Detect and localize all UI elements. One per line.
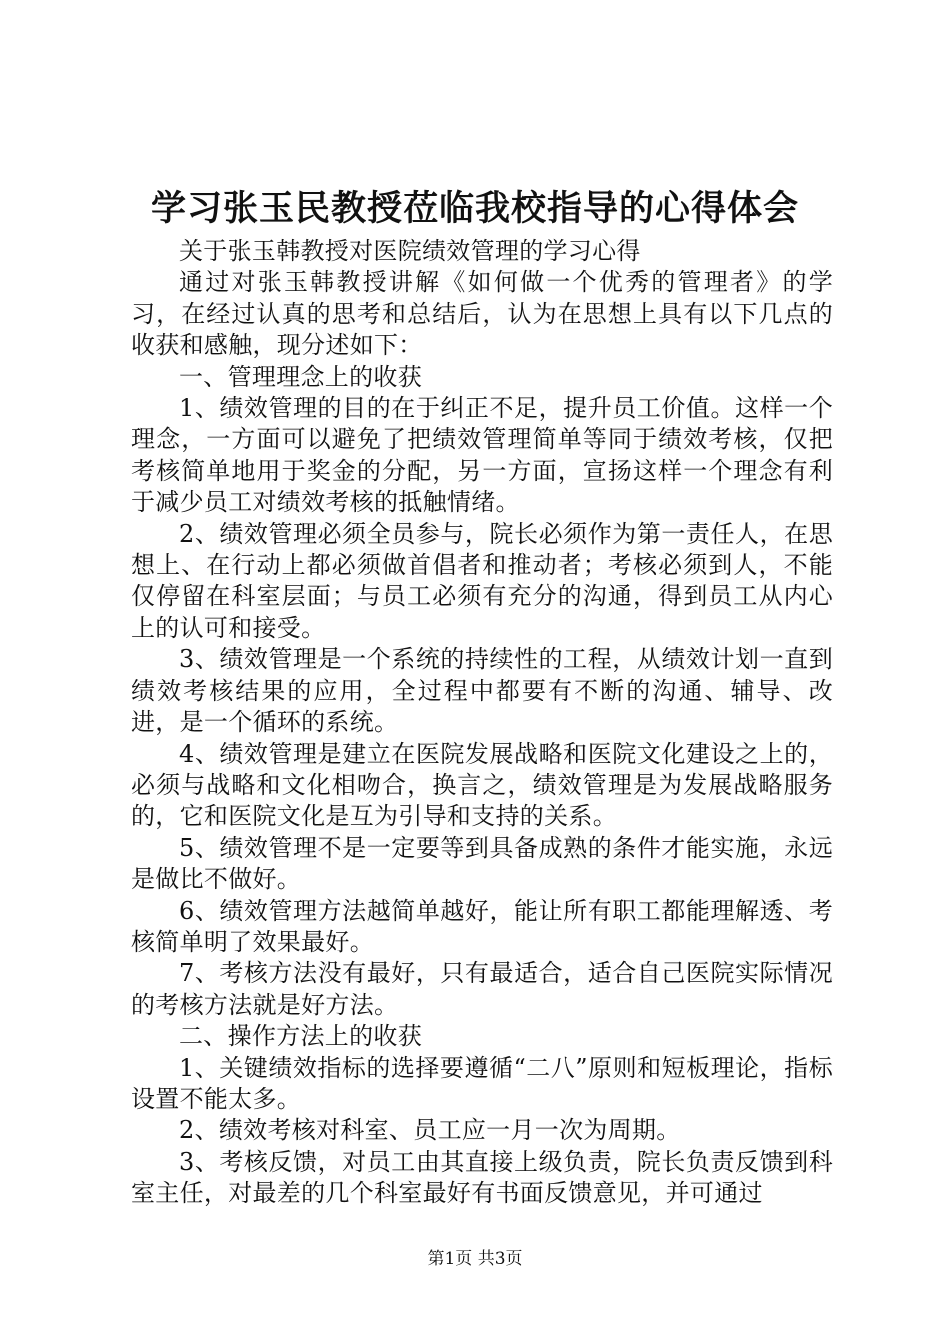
paragraph-concept-1: 1、绩效管理的目的在于纠正不足，提升员工价值。这样一个理念，一方面可以避免了把绩效管理简单等同于绩效考核，仅把考核简单地用于奖金的分配，另一方面，宣扬这样一个理念有利于减少员工对绩效考核的抵触情绪。	[131, 394, 833, 517]
paragraph-concept-2: 2、绩效管理必须全员参与，院长必须作为第一责任人，在思想上、在行动上都必须做首倡者和推动者；考核必须到人，不能仅停留在科室层面；与员工必须有充分的沟通，得到员工从内心上的认可和接受。	[131, 519, 833, 642]
document-title: 学习张玉民教授莅临我校指导的心得体会	[150, 188, 799, 229]
document-body	[131, 236, 833, 1210]
intro-paragraph: 通过对张玉韩教授讲解《如何做一个优秀的管理者》的学习，在经过认真的思考和总结后，认为在思想上具有以下几点的收获和感触，现分述如下：	[131, 268, 833, 360]
paragraph-concept-6: 6、绩效管理方法越简单越好，能让所有职工都能理解透、考核简单明了效果最好。	[131, 896, 833, 956]
paragraph-method-2: 2、绩效考核对科室、员工应一月一次为周期。	[179, 1116, 681, 1145]
paragraph-concept-5: 5、绩效管理不是一定要等到具备成熟的条件才能实施，永远是做比不做好。	[131, 833, 833, 894]
section-heading-method: 二、操作方法上的收获	[179, 1022, 422, 1051]
paragraph-concept-7: 7、考核方法没有最好，只有最适合，适合自己医院实际情况的考核方法就是好方法。	[131, 959, 833, 1019]
paragraph-method-3: 3、考核反馈，对员工由其直接上级负责，院长负责反馈到科室主任，对最差的几个科室最好有书面反馈意见，并可通过	[131, 1147, 833, 1208]
subtitle-paragraph: 关于张玉韩教授对医院绩效管理的学习心得	[179, 237, 641, 265]
paragraph-method-1: 1、关键绩效指标的选择要遵循“二八”原则和短板理论，指标设置不能太多。	[131, 1053, 833, 1113]
paragraph-concept-3: 3、绩效管理是一个系统的持续性的工程，从绩效计划一直到绩效考核结果的应用，全过程中都要有不断的沟通、辅导、改进，是一个循环的系统。	[131, 645, 833, 737]
page-indicator: 第1页 共3页	[427, 1249, 523, 1269]
paragraph-concept-4: 4、绩效管理是建立在医院发展战略和医院文化建设之上的，必须与战略和文化相吻合，换言之，绩效管理是为发展战略服务的，它和医院文化是互为引导和支持的关系。	[131, 739, 833, 831]
section-heading-concept: 一、管理理念上的收获	[179, 362, 422, 391]
